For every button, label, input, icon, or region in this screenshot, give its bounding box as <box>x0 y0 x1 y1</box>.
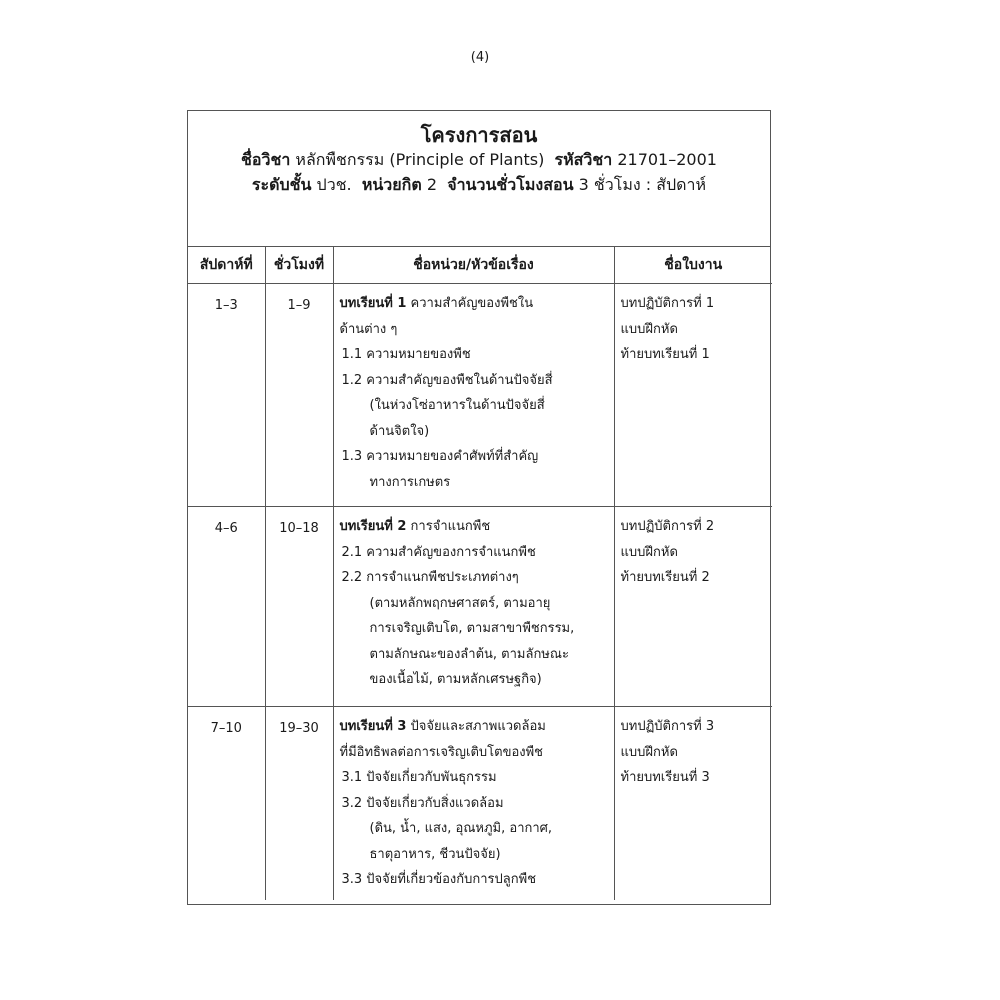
lesson-title-cont: ด้านต่าง ๆ <box>339 321 398 337</box>
subject-line <box>188 147 770 172</box>
week-cell: 1–3 <box>188 284 265 507</box>
topic-item: 3.1 ปัจจัยเกี่ยวกับพันธุกรรม <box>341 770 497 785</box>
topic-item: การเจริญเติบโต, ตามสาขาพืชกรรม, <box>369 621 575 636</box>
credit-label: หน่วยกิต <box>361 175 422 194</box>
topic-item: ตามลักษณะของลำต้น, ตามลักษณะ <box>369 646 569 662</box>
credit-value: 2 <box>426 175 438 194</box>
hours-label: จำนวนชั่วโมงสอน <box>447 175 574 194</box>
lesson-label: บทเรียนที่ 1 <box>339 296 407 311</box>
lesson-title: ปัจจัยและสภาพแวดล้อม <box>410 719 546 734</box>
column-header-worksheet: ชื่อใบงาน <box>614 247 772 284</box>
topic-cell <box>333 507 614 707</box>
worksheet-cell <box>614 284 772 507</box>
topic-item: 3.3 ปัจจัยที่เกี่ยวข้องกับการปลูกพืช <box>341 872 537 887</box>
worksheet-line: แบบฝึกหัด <box>620 544 678 560</box>
worksheet-cell <box>614 707 772 900</box>
topic-item: 2.1 ความสำคัญของการจำแนกพืช <box>341 544 536 560</box>
week-cell: 7–10 <box>188 707 265 900</box>
subject-label: ชื่อวิชา <box>241 150 291 169</box>
level-value: ปวช. <box>316 175 352 194</box>
topic-item: ธาตุอาหาร, ชีวนปัจจัย) <box>369 846 501 862</box>
lesson-label: บทเรียนที่ 2 <box>339 519 407 534</box>
topic-item: 1.1 ความหมายของพืช <box>341 347 471 362</box>
worksheet-line: ท้ายบทเรียนที่ 3 <box>620 770 710 785</box>
page-number: (4) <box>470 50 490 65</box>
level-line <box>188 172 770 197</box>
week-cell: 4–6 <box>188 507 265 707</box>
topic-item: 3.2 ปัจจัยเกี่ยวกับสิ่งแวดล้อม <box>341 795 504 811</box>
lesson-heading <box>340 714 608 740</box>
schedule-table <box>188 247 772 900</box>
lesson-title: ความสำคัญของพืชใน <box>410 296 534 311</box>
hours-value: 3 ชั่วโมง : สัปดาห์ <box>578 175 707 194</box>
hours-cell: 19–30 <box>265 707 333 900</box>
hours-cell: 1–9 <box>265 284 333 507</box>
worksheet-line: บทปฏิบัติการที่ 1 <box>620 296 715 311</box>
table-row <box>188 707 772 900</box>
topic-cell <box>333 707 614 900</box>
level-label: ระดับชั้น <box>251 175 312 194</box>
hours-cell: 10–18 <box>265 507 333 707</box>
topic-item: 2.2 การจำแนกพืชประเภทต่างๆ <box>341 570 519 585</box>
subject-value: หลักพืชกรรม (Principle of Plants) <box>295 150 545 169</box>
topic-item: (ดิน, น้ำ, แสง, อุณหภูมิ, อากาศ, <box>369 821 553 836</box>
lesson-heading <box>340 291 608 317</box>
code-label: รหัสวิชา <box>554 150 613 169</box>
column-header-hours: ชั่วโมงที่ <box>265 247 333 284</box>
worksheet-line: แบบฝึกหัด <box>620 744 678 760</box>
lesson-title-cont: ที่มีอิทธิพลต่อการเจริญเติบโตของพืช <box>339 744 544 760</box>
column-header-topic: ชื่อหน่วย/หัวข้อเรื่อง <box>333 247 614 284</box>
topic-item: ด้านจิตใจ) <box>369 423 430 439</box>
worksheet-line: ท้ายบทเรียนที่ 1 <box>620 347 710 362</box>
worksheet-line: แบบฝึกหัด <box>620 321 678 337</box>
topic-item: ของเนื้อไม้, ตามหลักเศรษฐกิจ) <box>369 672 542 687</box>
code-value: 21701–2001 <box>617 150 717 169</box>
lesson-heading <box>340 514 608 540</box>
document-title: โครงการสอน <box>420 123 538 147</box>
topic-item: 1.3 ความหมายของคำศัพท์ที่สำคัญ <box>341 449 539 464</box>
column-header-week: สัปดาห์ที่ <box>188 247 265 284</box>
course-plan-frame <box>187 110 771 905</box>
worksheet-line: บทปฏิบัติการที่ 2 <box>620 519 715 534</box>
table-row <box>188 507 772 707</box>
course-header <box>188 111 770 247</box>
lesson-label: บทเรียนที่ 3 <box>339 719 407 734</box>
worksheet-cell <box>614 507 772 707</box>
topic-item: ทางการเกษตร <box>369 474 451 490</box>
topic-item: (ในห่วงโซ่อาหารในด้านปัจจัยสี่ <box>369 398 545 413</box>
topic-cell <box>333 284 614 507</box>
worksheet-line: บทปฏิบัติการที่ 3 <box>620 719 715 734</box>
topic-item: 1.2 ความสำคัญของพืชในด้านปัจจัยสี่ <box>341 372 553 388</box>
lesson-title: การจำแนกพืช <box>410 519 491 534</box>
table-row <box>188 284 772 507</box>
topic-item: (ตามหลักพฤกษศาสตร์, ตามอายุ <box>369 595 551 611</box>
worksheet-line: ท้ายบทเรียนที่ 2 <box>620 570 710 585</box>
table-header-row <box>188 247 772 284</box>
